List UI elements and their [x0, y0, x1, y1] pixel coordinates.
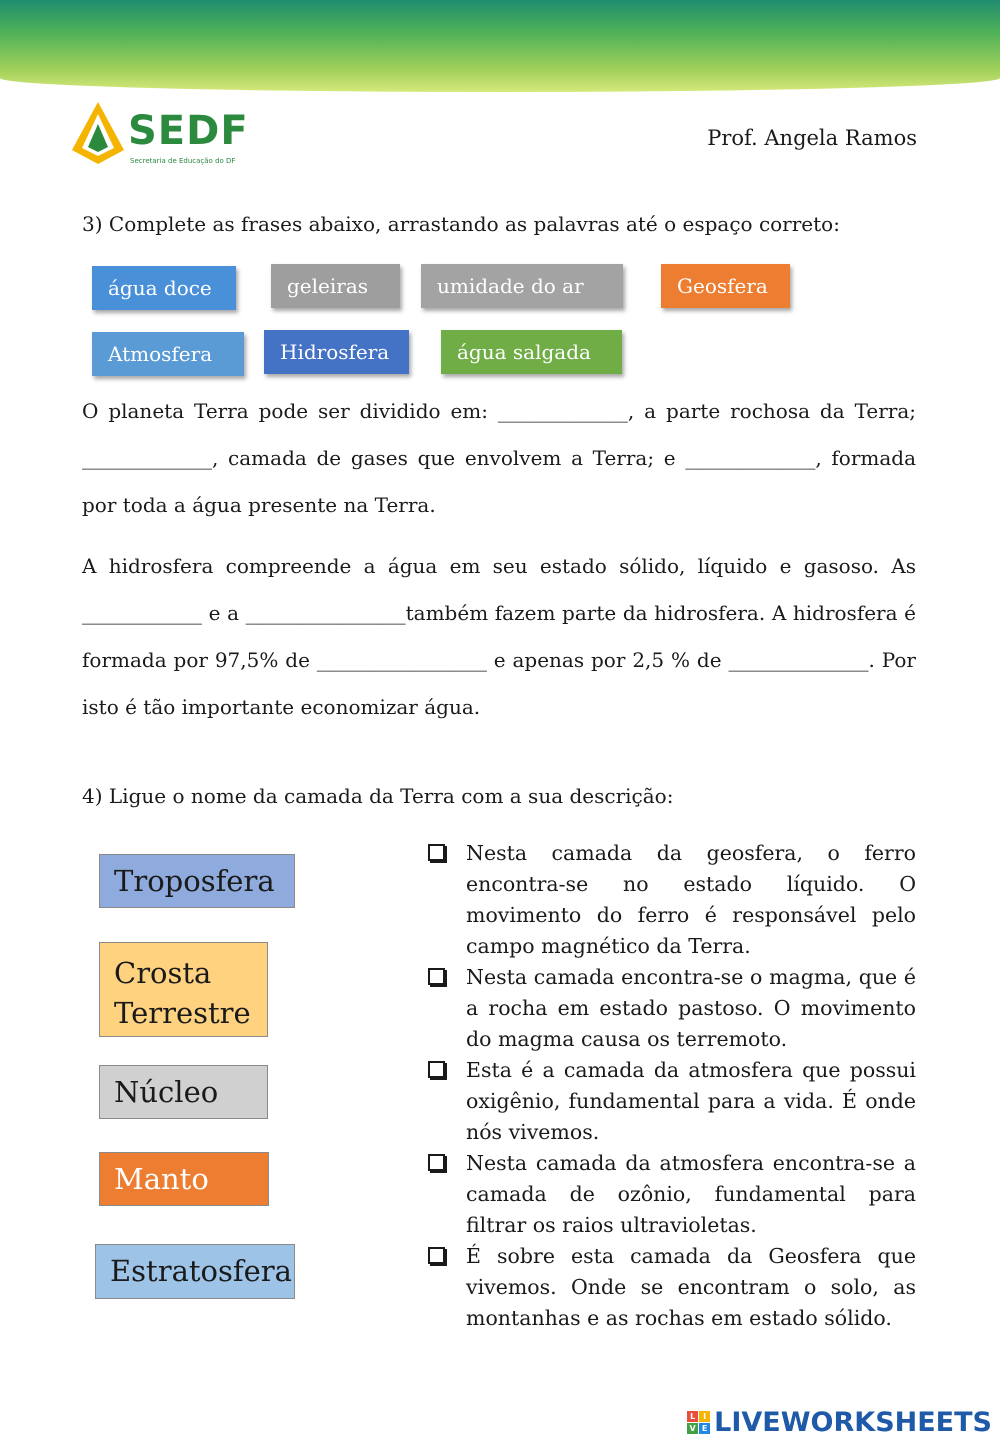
teacher-name: Prof. Angela Ramos: [707, 126, 917, 150]
word-tag-geosfera[interactable]: Geosfera: [661, 264, 790, 308]
checkbox-icon[interactable]: [428, 1247, 445, 1264]
description-list: [428, 838, 916, 1334]
layer-box-estratosfera[interactable]: Estratosfera: [95, 1244, 295, 1299]
description-text: Nesta camada encontra-se o magma, que é a rocha em estado pastoso. O movimento do magma causa os terremoto.: [466, 965, 916, 1051]
description-item: [428, 1148, 916, 1241]
liveworksheets-logo-icon: L I V E: [687, 1411, 710, 1434]
word-tag-geleiras[interactable]: geleiras: [271, 264, 400, 308]
paragraph-text: e apenas por 2,5 % de: [486, 648, 729, 672]
checkbox-icon[interactable]: [428, 844, 445, 861]
checkbox-icon[interactable]: [428, 1061, 445, 1078]
blank-agua-doce[interactable]: ______________: [728, 648, 869, 672]
word-tag-hidrosfera[interactable]: Hidrosfera: [264, 330, 409, 374]
blank-geosfera[interactable]: _____________: [497, 399, 628, 423]
layer-box-manto[interactable]: Manto: [99, 1152, 269, 1206]
liveworksheets-logo: [687, 1406, 992, 1438]
question-4-prompt: 4) Ligue o nome da camada da Terra com a sua descrição:: [82, 784, 674, 808]
description-item: [428, 1241, 916, 1334]
org-subtitle: Secretaria de Educação do DF: [130, 157, 236, 165]
org-name: SEDF: [128, 108, 249, 154]
blank-agua-salgada[interactable]: _________________: [316, 648, 487, 672]
checkbox-icon[interactable]: [428, 1154, 445, 1171]
description-text: Nesta camada da atmosfera encontra-se a camada de ozônio, fundamental para filtrar os raios ultravioletas.: [466, 1151, 916, 1237]
word-tag-agua-doce[interactable]: água doce: [92, 266, 236, 310]
blank-umidade[interactable]: ________________: [245, 601, 406, 625]
description-item: [428, 1055, 916, 1148]
paragraph-text: . Por isto é tão importante economizar água.: [82, 648, 916, 719]
liveworksheets-brand: LIVEWORKSHEETS: [714, 1406, 992, 1438]
description-text: Esta é a camada da atmosfera que possui oxigênio, fundamental para a vida. É onde nós vivemos.: [466, 1058, 916, 1144]
paragraph-text: , a parte rochosa da Terra;: [627, 399, 916, 423]
description-item: [428, 838, 916, 962]
paragraph-text: A hidrosfera compreende a água em seu estado sólido, líquido e gasoso. As: [82, 554, 916, 578]
paragraph-text: e a: [202, 601, 246, 625]
word-tag-umidade-do-ar[interactable]: umidade do ar: [421, 264, 623, 308]
paragraph-text: , camada de gases que envolvem a Terra; e: [212, 446, 686, 470]
question-3-prompt: 3) Complete as frases abaixo, arrastando as palavras até o espaço correto:: [82, 212, 840, 236]
sedf-logo: [70, 100, 250, 170]
paragraph-text: , formada por toda a água presente na Terra.: [82, 446, 916, 517]
layer-box-crosta-terrestre[interactable]: Crosta Terrestre: [99, 942, 268, 1037]
description-text: É sobre esta camada da Geosfera que vivemos. Onde se encontram o solo, as montanhas e as rochas em estado sólido.: [466, 1244, 916, 1330]
word-tag-agua-salgada[interactable]: água salgada: [441, 330, 622, 374]
paragraph-hydrosphere: [82, 543, 916, 731]
description-text: Nesta camada da geosfera, o ferro encontra-se no estado líquido. O movimento do ferro é responsável pelo campo magnético da Terra.: [466, 841, 916, 958]
checkbox-icon[interactable]: [428, 968, 445, 985]
blank-hidrosfera[interactable]: _____________: [685, 446, 816, 470]
description-item: [428, 962, 916, 1055]
blank-geleiras[interactable]: ____________: [82, 601, 202, 625]
blank-atmosfera[interactable]: _____________: [82, 446, 212, 470]
header-banner: [0, 0, 1000, 92]
layer-box-troposfera[interactable]: Troposfera: [99, 854, 295, 908]
word-tag-atmosfera[interactable]: Atmosfera: [92, 332, 244, 376]
paragraph-layers: [82, 388, 916, 529]
layer-box-nucleo[interactable]: Núcleo: [99, 1065, 268, 1119]
paragraph-text: O planeta Terra pode ser dividido em:: [82, 399, 498, 423]
paragraph-text: também fazem parte da hidrosfera. A hidrosfera é formada por 97,5% de: [82, 601, 916, 672]
sedf-emblem-icon: [70, 100, 126, 166]
